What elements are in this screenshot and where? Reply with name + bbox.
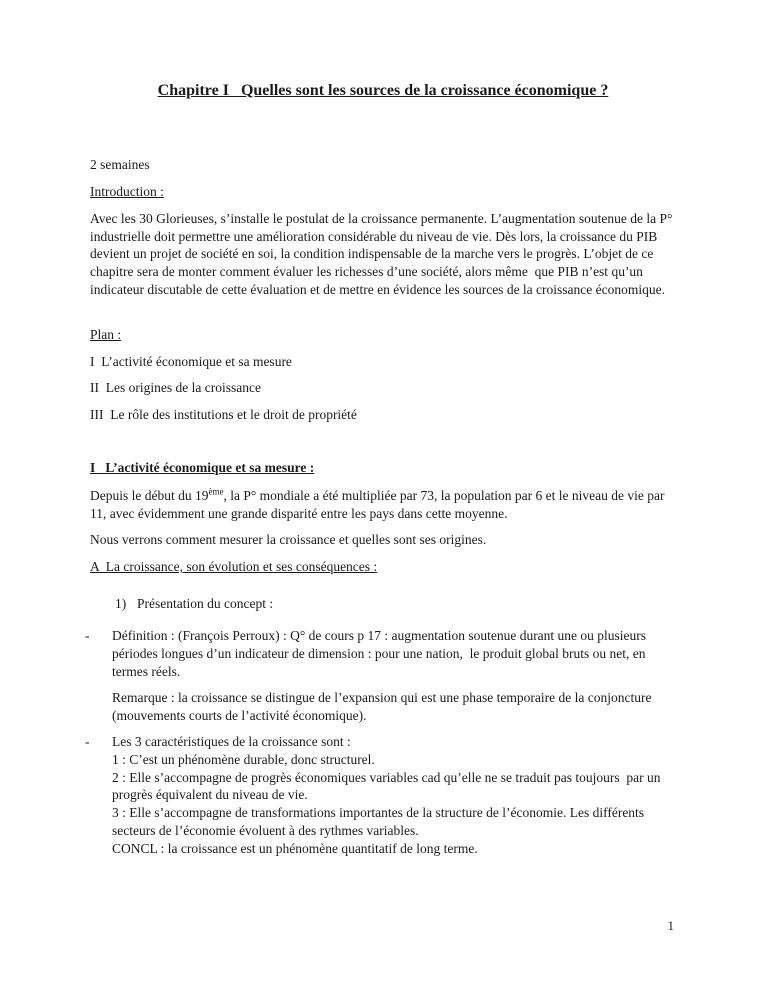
section1-paragraph-1 <box>90 487 676 523</box>
plan-item-3: III Le rôle des institutions et le droit de propriété <box>90 407 357 423</box>
subsection-a-heading: A La croissance, son évolution et ses conséquences : <box>90 559 378 575</box>
plan-list <box>90 353 676 424</box>
section1-paragraph-1-before-sup: Depuis le début du 19 <box>90 487 209 503</box>
characteristic-2: 2 : Elle s’accompagne de progrès économiques variables cad qu’elle ne se traduit pas toujours par un progrès équivalent du niveau de vie. <box>112 769 664 803</box>
introduction-heading: Introduction : <box>90 183 164 199</box>
plan-item-2: II Les origines de la croissance <box>90 380 261 396</box>
section1-heading: I L’activité économique et sa mesure : <box>90 460 315 476</box>
duration-text: 2 semaines <box>90 157 150 173</box>
numbered-list-item-1 <box>115 595 676 613</box>
chapter-title: Chapitre I Quelles sont les sources de la croissance économique ? <box>157 82 609 99</box>
numbered-list-item-1-marker: 1) <box>115 596 127 612</box>
characteristic-3: 3 : Elle s’accompagne de transformations importantes de la structure de l’économie. Les différents secteurs de l’économie évoluent à des rythmes variables. <box>112 805 648 839</box>
remark-paragraph: Remarque : la croissance se distingue de l’expansion qui est une phase temporaire de la conjoncture (mouvements courts de l’activité économique). <box>112 690 652 724</box>
section1-paragraph-1-after-sup: , la P° mondiale a été multipliée par 73, la population par 6 et le niveau de vie par 11, avec évidemment une grande disparité entre les pays dans cette moyenne. <box>90 487 668 521</box>
page-number: 1 <box>667 917 674 933</box>
superscript-eme: ème <box>208 486 224 497</box>
characteristic-1: 1 : C’est un phénomène durable, donc structurel. <box>112 751 375 767</box>
numbered-list-item-1-label: Présentation du concept : <box>137 596 274 612</box>
introduction-paragraph: Avec les 30 Glorieuses, s’installe le postulat de la croissance permanente. L’augmentation soutenue de la P° industrielle doit permettre une amélioration considérable du niveau de vie. Dès lors, la croissance du PIB devient un projet de société en soi, la condition indispensable de la marche vers le progrès. L’objet de ce chapitre sera de monter comment évaluer les richesses d’une société, alors même que PIB n’est qu’un indicateur discutable de cette évaluation et de mettre en évidence les sources de la croissance économique. <box>90 210 676 297</box>
characteristics-intro-line: Les 3 caractéristiques de la croissance sont : <box>112 733 351 749</box>
bullet-definition-marker: - <box>85 627 90 643</box>
characteristics-conclusion: CONCL : la croissance est un phénomène quantitatif de long terme. <box>112 840 478 856</box>
bullet-definition <box>85 627 676 680</box>
bullet-characteristics-body <box>112 733 676 858</box>
plan-heading: Plan : <box>90 326 122 342</box>
bullet-characteristics <box>85 733 676 858</box>
plan-item-1: I L’activité économique et sa mesure <box>90 353 292 369</box>
bullet-characteristics-marker: - <box>85 733 90 749</box>
section1-paragraph-2: Nous verrons comment mesurer la croissance et quelles sont ses origines. <box>90 532 487 548</box>
bullet-definition-text: Définition : (François Perroux) : Q° de cours p 17 : augmentation soutenue durant une ou plusieurs périodes longues d’un indicateur de dimension : pour une nation, le produit global bruts ou net, en termes réels. <box>112 627 650 679</box>
